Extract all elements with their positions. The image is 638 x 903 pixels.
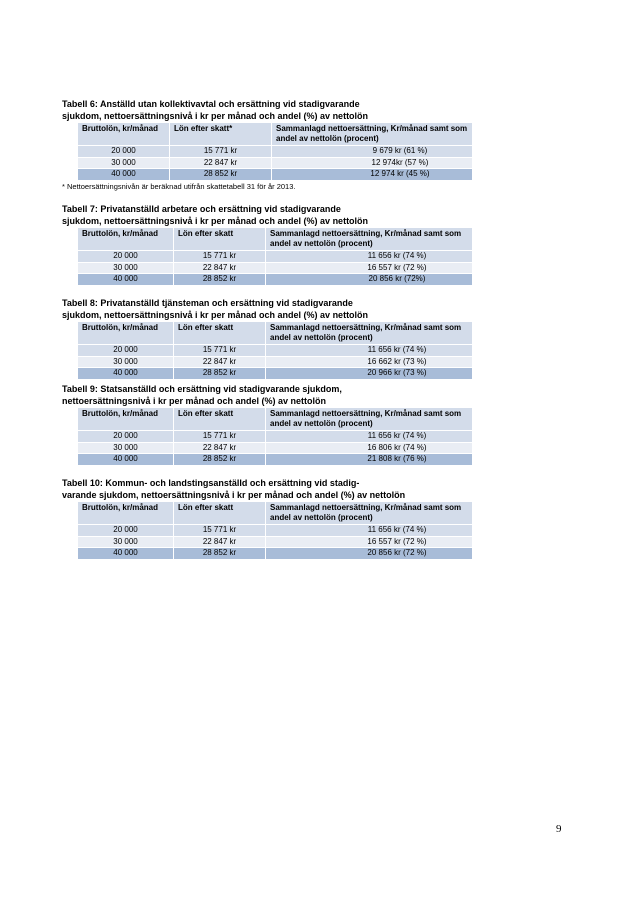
- cell-compensation: 20 966 kr (73 %): [266, 368, 473, 380]
- table-row: [78, 356, 473, 368]
- cell-compensation: 11 656 kr (74 %): [266, 251, 473, 263]
- header-net-salary: Lön efter skatt: [174, 322, 266, 345]
- data-table: [77, 407, 473, 466]
- cell-gross: 20 000: [78, 146, 170, 158]
- table-row: [78, 548, 473, 560]
- header-net-salary: Lön efter skatt*: [170, 123, 272, 146]
- data-table: [77, 501, 473, 560]
- header-net-salary: Lön efter skatt: [174, 228, 266, 251]
- cell-compensation: 11 656 kr (74 %): [266, 525, 473, 537]
- table-row: [78, 525, 473, 537]
- cell-net: 28 852 kr: [174, 274, 266, 286]
- table-block-8: [62, 298, 472, 380]
- table-row: [78, 251, 473, 263]
- table-caption: Tabell 7: Privatanställd arbetare och ersättning vid stadigvarande sjukdom, nettoersättningsnivå i kr per månad och andel (%) av nettolön: [62, 204, 369, 226]
- table-caption: Tabell 9: Statsanställd och ersättning vid stadigvarande sjukdom, nettoersättningsnivå i kr per månad och andel (%) av nettolön: [62, 384, 342, 406]
- table-row: [78, 157, 473, 169]
- cell-gross: 40 000: [78, 548, 174, 560]
- table-header-row: [78, 228, 473, 251]
- cell-net: 15 771 kr: [174, 525, 266, 537]
- cell-compensation: 11 656 kr (74 %): [266, 345, 473, 357]
- header-gross-salary: Bruttolön, kr/månad: [78, 123, 170, 146]
- cell-gross: 40 000: [78, 454, 174, 466]
- table-block-6: [62, 99, 472, 192]
- cell-compensation: 16 662 kr (73 %): [266, 356, 473, 368]
- header-net-compensation: Sammanlagd nettoersättning, Kr/månad samt som andel av nettolön (procent): [266, 408, 473, 431]
- cell-gross: 40 000: [78, 169, 170, 181]
- table-row: [78, 431, 473, 443]
- cell-gross: 30 000: [78, 536, 174, 548]
- table-row: [78, 345, 473, 357]
- table-row: [78, 368, 473, 380]
- cell-net: 28 852 kr: [174, 368, 266, 380]
- cell-gross: 20 000: [78, 525, 174, 537]
- cell-net: 22 847 kr: [174, 356, 266, 368]
- cell-net: 15 771 kr: [174, 251, 266, 263]
- header-net-compensation: Sammanlagd nettoersättning, Kr/månad samt som andel av nettolön (procent): [266, 502, 473, 525]
- cell-compensation: 20 856 kr (72 %): [266, 548, 473, 560]
- header-net-salary: Lön efter skatt: [174, 408, 266, 431]
- page-number: 9: [556, 823, 562, 835]
- data-table: [77, 227, 473, 286]
- cell-gross: 40 000: [78, 274, 174, 286]
- table-row: [78, 442, 473, 454]
- cell-compensation: 20 856 kr (72%): [266, 274, 473, 286]
- cell-net: 15 771 kr: [174, 431, 266, 443]
- table-caption: Tabell 6: Anställd utan kollektivavtal och ersättning vid stadigvarande sjukdom, nettoersättningsnivå i kr per månad och andel (%) av nettolön: [62, 99, 369, 121]
- header-net-compensation: Sammanlagd nettoersättning, Kr/månad samt som andel av nettolön (procent): [266, 228, 473, 251]
- table-row: [78, 146, 473, 158]
- cell-net: 28 852 kr: [174, 548, 266, 560]
- cell-compensation: 12 974 kr (45 %): [272, 169, 473, 181]
- table-block-9: [62, 384, 472, 466]
- table-header-row: [78, 408, 473, 431]
- cell-gross: 20 000: [78, 431, 174, 443]
- table-row: [78, 262, 473, 274]
- cell-compensation: 16 557 kr (72 %): [266, 536, 473, 548]
- cell-gross: 20 000: [78, 251, 174, 263]
- table-caption: Tabell 8: Privatanställd tjänsteman och ersättning vid stadigvarande sjukdom, nettoersättningsnivå i kr per månad och andel (%) av nettolön: [62, 298, 369, 320]
- table-row: [78, 454, 473, 466]
- header-gross-salary: Bruttolön, kr/månad: [78, 228, 174, 251]
- header-gross-salary: Bruttolön, kr/månad: [78, 502, 174, 525]
- cell-gross: 30 000: [78, 442, 174, 454]
- cell-net: 28 852 kr: [170, 169, 272, 181]
- table-block-7: [62, 204, 472, 286]
- cell-gross: 30 000: [78, 157, 170, 169]
- table-footnote: * Nettoersättningsnivån är beräknad utifrån skattetabell 31 för år 2013.: [62, 181, 296, 191]
- cell-compensation: 21 808 kr (76 %): [266, 454, 473, 466]
- cell-net: 28 852 kr: [174, 454, 266, 466]
- cell-gross: 40 000: [78, 368, 174, 380]
- cell-compensation: 11 656 kr (74 %): [266, 431, 473, 443]
- cell-net: 15 771 kr: [170, 146, 272, 158]
- table-header-row: [78, 322, 473, 345]
- data-table: [77, 122, 473, 181]
- table-row: [78, 274, 473, 286]
- table-row: [78, 536, 473, 548]
- cell-net: 22 847 kr: [174, 442, 266, 454]
- cell-compensation: 16 557 kr (72 %): [266, 262, 473, 274]
- header-gross-salary: Bruttolön, kr/månad: [78, 408, 174, 431]
- table-header-row: [78, 502, 473, 525]
- table-row: [78, 169, 473, 181]
- header-net-compensation: Sammanlagd nettoersättning, Kr/månad samt som andel av nettolön (procent): [266, 322, 473, 345]
- cell-net: 15 771 kr: [174, 345, 266, 357]
- header-net-compensation: Sammanlagd nettoersättning, Kr/månad samt som andel av nettolön (procent): [272, 123, 473, 146]
- cell-gross: 20 000: [78, 345, 174, 357]
- header-gross-salary: Bruttolön, kr/månad: [78, 322, 174, 345]
- cell-net: 22 847 kr: [174, 536, 266, 548]
- cell-net: 22 847 kr: [174, 262, 266, 274]
- table-block-10: [62, 478, 472, 560]
- cell-net: 22 847 kr: [170, 157, 272, 169]
- table-header-row: [78, 123, 473, 146]
- data-table: [77, 321, 473, 380]
- cell-compensation: 16 806 kr (74 %): [266, 442, 473, 454]
- cell-compensation: 9 679 kr (61 %): [272, 146, 473, 158]
- table-caption: Tabell 10: Kommun- och landstingsanställd och ersättning vid stadig- varande sjukdom, nettoersättningsnivå i kr per månad och andel (%) av nettolön: [62, 478, 406, 500]
- cell-compensation: 12 974kr (57 %): [272, 157, 473, 169]
- cell-gross: 30 000: [78, 356, 174, 368]
- header-net-salary: Lön efter skatt: [174, 502, 266, 525]
- cell-gross: 30 000: [78, 262, 174, 274]
